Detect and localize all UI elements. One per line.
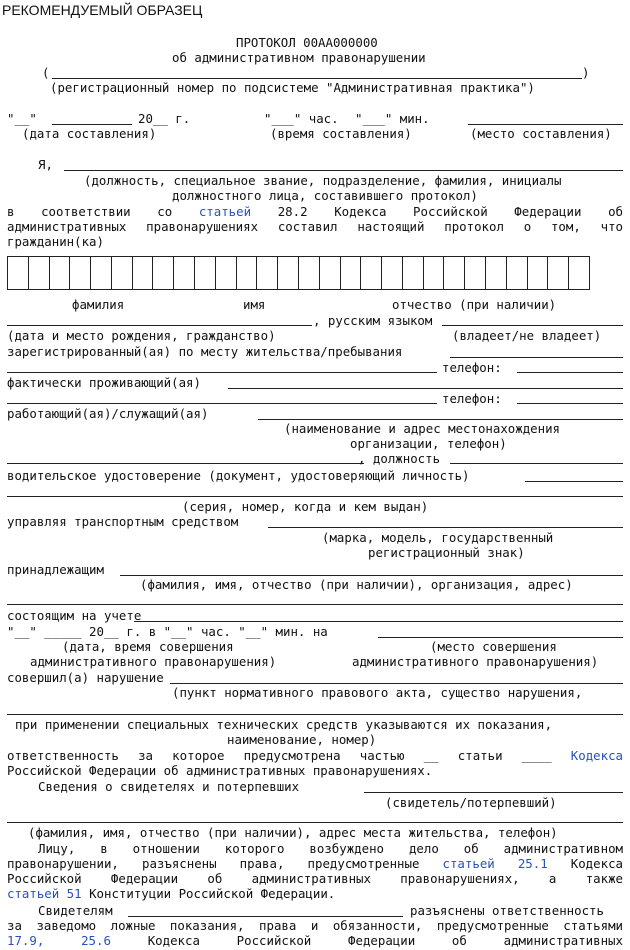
special-means-caption-2: наименование, номер) xyxy=(227,732,377,747)
license-caption: (серия, номер, когда и кем выдан) xyxy=(182,499,429,514)
actual-address-line xyxy=(228,388,623,389)
date-month-line xyxy=(52,124,132,125)
org-line xyxy=(7,463,364,464)
letter-cell[interactable] xyxy=(382,257,403,289)
letter-cell[interactable] xyxy=(133,257,154,289)
rights-line-1: Лицу, в отношении которого возбуждено дело об административном xyxy=(38,841,623,856)
letter-cell[interactable] xyxy=(444,257,465,289)
committed-label: совершил(а) нарушение xyxy=(7,670,164,685)
liability-line: ответственность за которое предусмотрена частью __ статьи ____ Кодекса xyxy=(7,748,623,763)
letter-cell[interactable] xyxy=(29,257,50,289)
date-caption: (дата составления) xyxy=(22,126,157,141)
vehicle-caption-1: (марка, модель, государственный xyxy=(322,530,554,545)
letter-cell[interactable] xyxy=(257,257,278,289)
phone-line-1 xyxy=(517,372,623,373)
license-line-2 xyxy=(7,496,623,497)
legal-basis-line-1: в соответствии со статьей 28.2 Кодекса Российской Федерации об xyxy=(7,204,623,219)
witnesses-name-line xyxy=(128,916,403,917)
birth-caption: (дата и место рождения, гражданство) xyxy=(7,328,276,343)
position-label: , должность xyxy=(358,451,441,466)
phone-label-1: телефон: xyxy=(442,360,502,375)
official-caption-2: должностного лица, составившего протокол) xyxy=(172,188,478,203)
place-caption: (место составления) xyxy=(470,126,612,141)
committed-line xyxy=(170,683,623,684)
name-caption: имя xyxy=(243,297,266,312)
time-caption: (время составления) xyxy=(270,126,412,141)
patronymic-caption: отчество (при наличии) xyxy=(392,297,557,312)
witnesses-line xyxy=(364,792,623,793)
violation-caption-left-2: административного правонарушения) xyxy=(30,654,277,669)
citizen-label: гражданин(ка) xyxy=(7,234,104,249)
witnesses-label: Свидетелям xyxy=(38,903,113,918)
phone-label-2: телефон: xyxy=(442,391,502,406)
reg-number-line xyxy=(52,78,582,79)
phone-line-2 xyxy=(517,403,623,404)
license-line xyxy=(525,481,623,482)
time-minute: "___" мин. xyxy=(355,111,430,126)
org-caption-1: (наименование и адрес местонахождения xyxy=(284,421,561,436)
committed-line-2 xyxy=(7,714,623,715)
letter-cell[interactable] xyxy=(237,257,258,289)
registered-line-2 xyxy=(7,372,437,373)
license-label: водительское удостоверение (документ, удостоверяющий личность) xyxy=(7,468,470,483)
witnesses-caption-2: (фамилия, имя, отчество (при наличии), адрес места жительства, телефон) xyxy=(28,825,558,840)
time-hour: "___" час. xyxy=(264,111,339,126)
owner-line xyxy=(120,575,623,576)
witnesses-line-2 xyxy=(7,822,623,823)
letter-cell[interactable] xyxy=(70,257,91,289)
letter-cell[interactable] xyxy=(91,257,112,289)
protocol-title: ПРОТОКОЛ 00АА000000 xyxy=(236,35,378,50)
false-testimony-line: за заведомо ложные показания, права и обязанности, предусмотренные статьями xyxy=(7,918,623,933)
vehicle-line xyxy=(268,527,623,528)
official-line xyxy=(64,170,623,171)
vehicle-label: управляя транспортным средством xyxy=(7,514,239,529)
legal-basis-line-2: административных правонарушениях составил настоящий протокол о том, что xyxy=(7,219,623,234)
committed-caption: (пункт нормативного правового акта, существо нарушения, xyxy=(172,685,583,700)
letter-cell[interactable] xyxy=(153,257,174,289)
violation-caption-right-2: административного правонарушения) xyxy=(352,654,599,669)
witnesses-rest: разъяснены ответственность xyxy=(410,903,604,918)
letter-cell[interactable] xyxy=(507,257,528,289)
letter-cell[interactable] xyxy=(465,257,486,289)
letter-cell[interactable] xyxy=(278,257,299,289)
russian-language-label: , русским языком xyxy=(313,313,433,328)
protocol-subtitle: об административном правонарушении xyxy=(172,50,426,65)
letter-cell[interactable] xyxy=(528,257,549,289)
special-means-caption-1: при применении специальных технических средств указываются их показания, xyxy=(15,717,553,732)
sample-title: РЕКОМЕНДУЕМЫЙ ОБРАЗЕЦ xyxy=(2,2,203,18)
violation-place-line xyxy=(378,637,623,638)
letter-cell[interactable] xyxy=(299,257,320,289)
birth-line xyxy=(7,325,312,326)
vehicle-caption-2: регистрационный знак) xyxy=(368,545,525,560)
letter-cell[interactable] xyxy=(174,257,195,289)
date-day: "__" xyxy=(7,111,37,126)
article-link-28-2[interactable]: статьей xyxy=(198,204,252,219)
letter-cell[interactable] xyxy=(112,257,133,289)
date-year: 20__ г. xyxy=(138,111,191,126)
article-link-17-9[interactable]: 17.9, xyxy=(7,933,45,948)
actual-address-label: фактически проживающий(ая) xyxy=(7,375,201,390)
reg-number-caption: (регистрационный номер по подсистеме "Административная практика") xyxy=(50,80,535,95)
owner-caption: (фамилия, имя, отчество (при наличии), организация, адрес) xyxy=(140,577,573,592)
article-link-25-6[interactable]: 25.6 xyxy=(81,933,111,948)
letter-cell[interactable] xyxy=(403,257,424,289)
witnesses-caption: (свидетель/потерпевший) xyxy=(385,795,557,810)
letter-cell[interactable] xyxy=(341,257,362,289)
letter-cell[interactable] xyxy=(195,257,216,289)
registered-at-label: состоящим на учете xyxy=(7,608,142,623)
owner-line-2 xyxy=(7,604,623,605)
letter-cell[interactable] xyxy=(8,257,29,289)
registered-label: зарегистрированный(ая) по месту жительства/пребывания xyxy=(7,344,403,359)
liability-line-2: Российской Федерации об административных правонарушениях. xyxy=(7,763,433,778)
reg-bracket-close: ) xyxy=(582,65,590,80)
violation-caption-right-1: (место совершения xyxy=(430,639,557,654)
letter-cell[interactable] xyxy=(216,257,237,289)
letter-cell[interactable] xyxy=(486,257,507,289)
rights-line-2: правонарушении, разъяснены права, предусмотренные статьей 25.1 Кодекса xyxy=(7,856,623,871)
position-line xyxy=(450,463,623,464)
violation-caption-left-1: (дата, время совершения xyxy=(62,639,234,654)
place-line xyxy=(468,124,623,125)
official-caption-1: (должность, специальное звание, подразделение, фамилия, инициалы xyxy=(84,173,562,188)
article-link-25-1[interactable]: статьей 25.1 xyxy=(442,856,548,871)
rights-line-3: Российской Федерации об административных правонарушениях, а также xyxy=(7,871,623,886)
working-label: работающий(ая)/служащий(ая) xyxy=(7,406,209,421)
name-letter-grid[interactable] xyxy=(7,256,590,290)
reg-bracket-open: ( xyxy=(42,65,50,80)
working-line xyxy=(258,419,623,420)
owner-label: принадлежащим xyxy=(7,562,104,577)
language-line xyxy=(442,325,623,326)
registered-line xyxy=(450,357,623,358)
last-line: 17.9, 25.6 Кодекса Российской Федерации об административных xyxy=(7,933,623,948)
code-link[interactable]: Кодекса xyxy=(570,748,623,763)
letter-cell[interactable] xyxy=(548,257,569,289)
letter-cell[interactable] xyxy=(50,257,71,289)
witnesses-info-label: Сведения о свидетелях и потерпевших xyxy=(38,779,300,794)
rights-line-4: статьей 51 Конституции Российской Федерации. xyxy=(7,886,336,901)
language-caption: (владеет/не владеет) xyxy=(452,328,602,343)
letter-cell[interactable] xyxy=(361,257,382,289)
letter-cell[interactable] xyxy=(424,257,445,289)
letter-cell[interactable] xyxy=(569,257,589,289)
surname-caption: фамилия xyxy=(72,297,125,312)
actual-address-line-2 xyxy=(7,403,437,404)
violation-datetime-line: "__" _____ 20__ г. в "__" час. "__" мин. на xyxy=(7,624,328,639)
ya-label: Я, xyxy=(38,157,53,172)
registered-at-line xyxy=(134,621,623,622)
org-caption-2: организации, телефон) xyxy=(350,436,507,451)
article-link-51[interactable]: статьей 51 xyxy=(7,886,82,901)
letter-cell[interactable] xyxy=(320,257,341,289)
